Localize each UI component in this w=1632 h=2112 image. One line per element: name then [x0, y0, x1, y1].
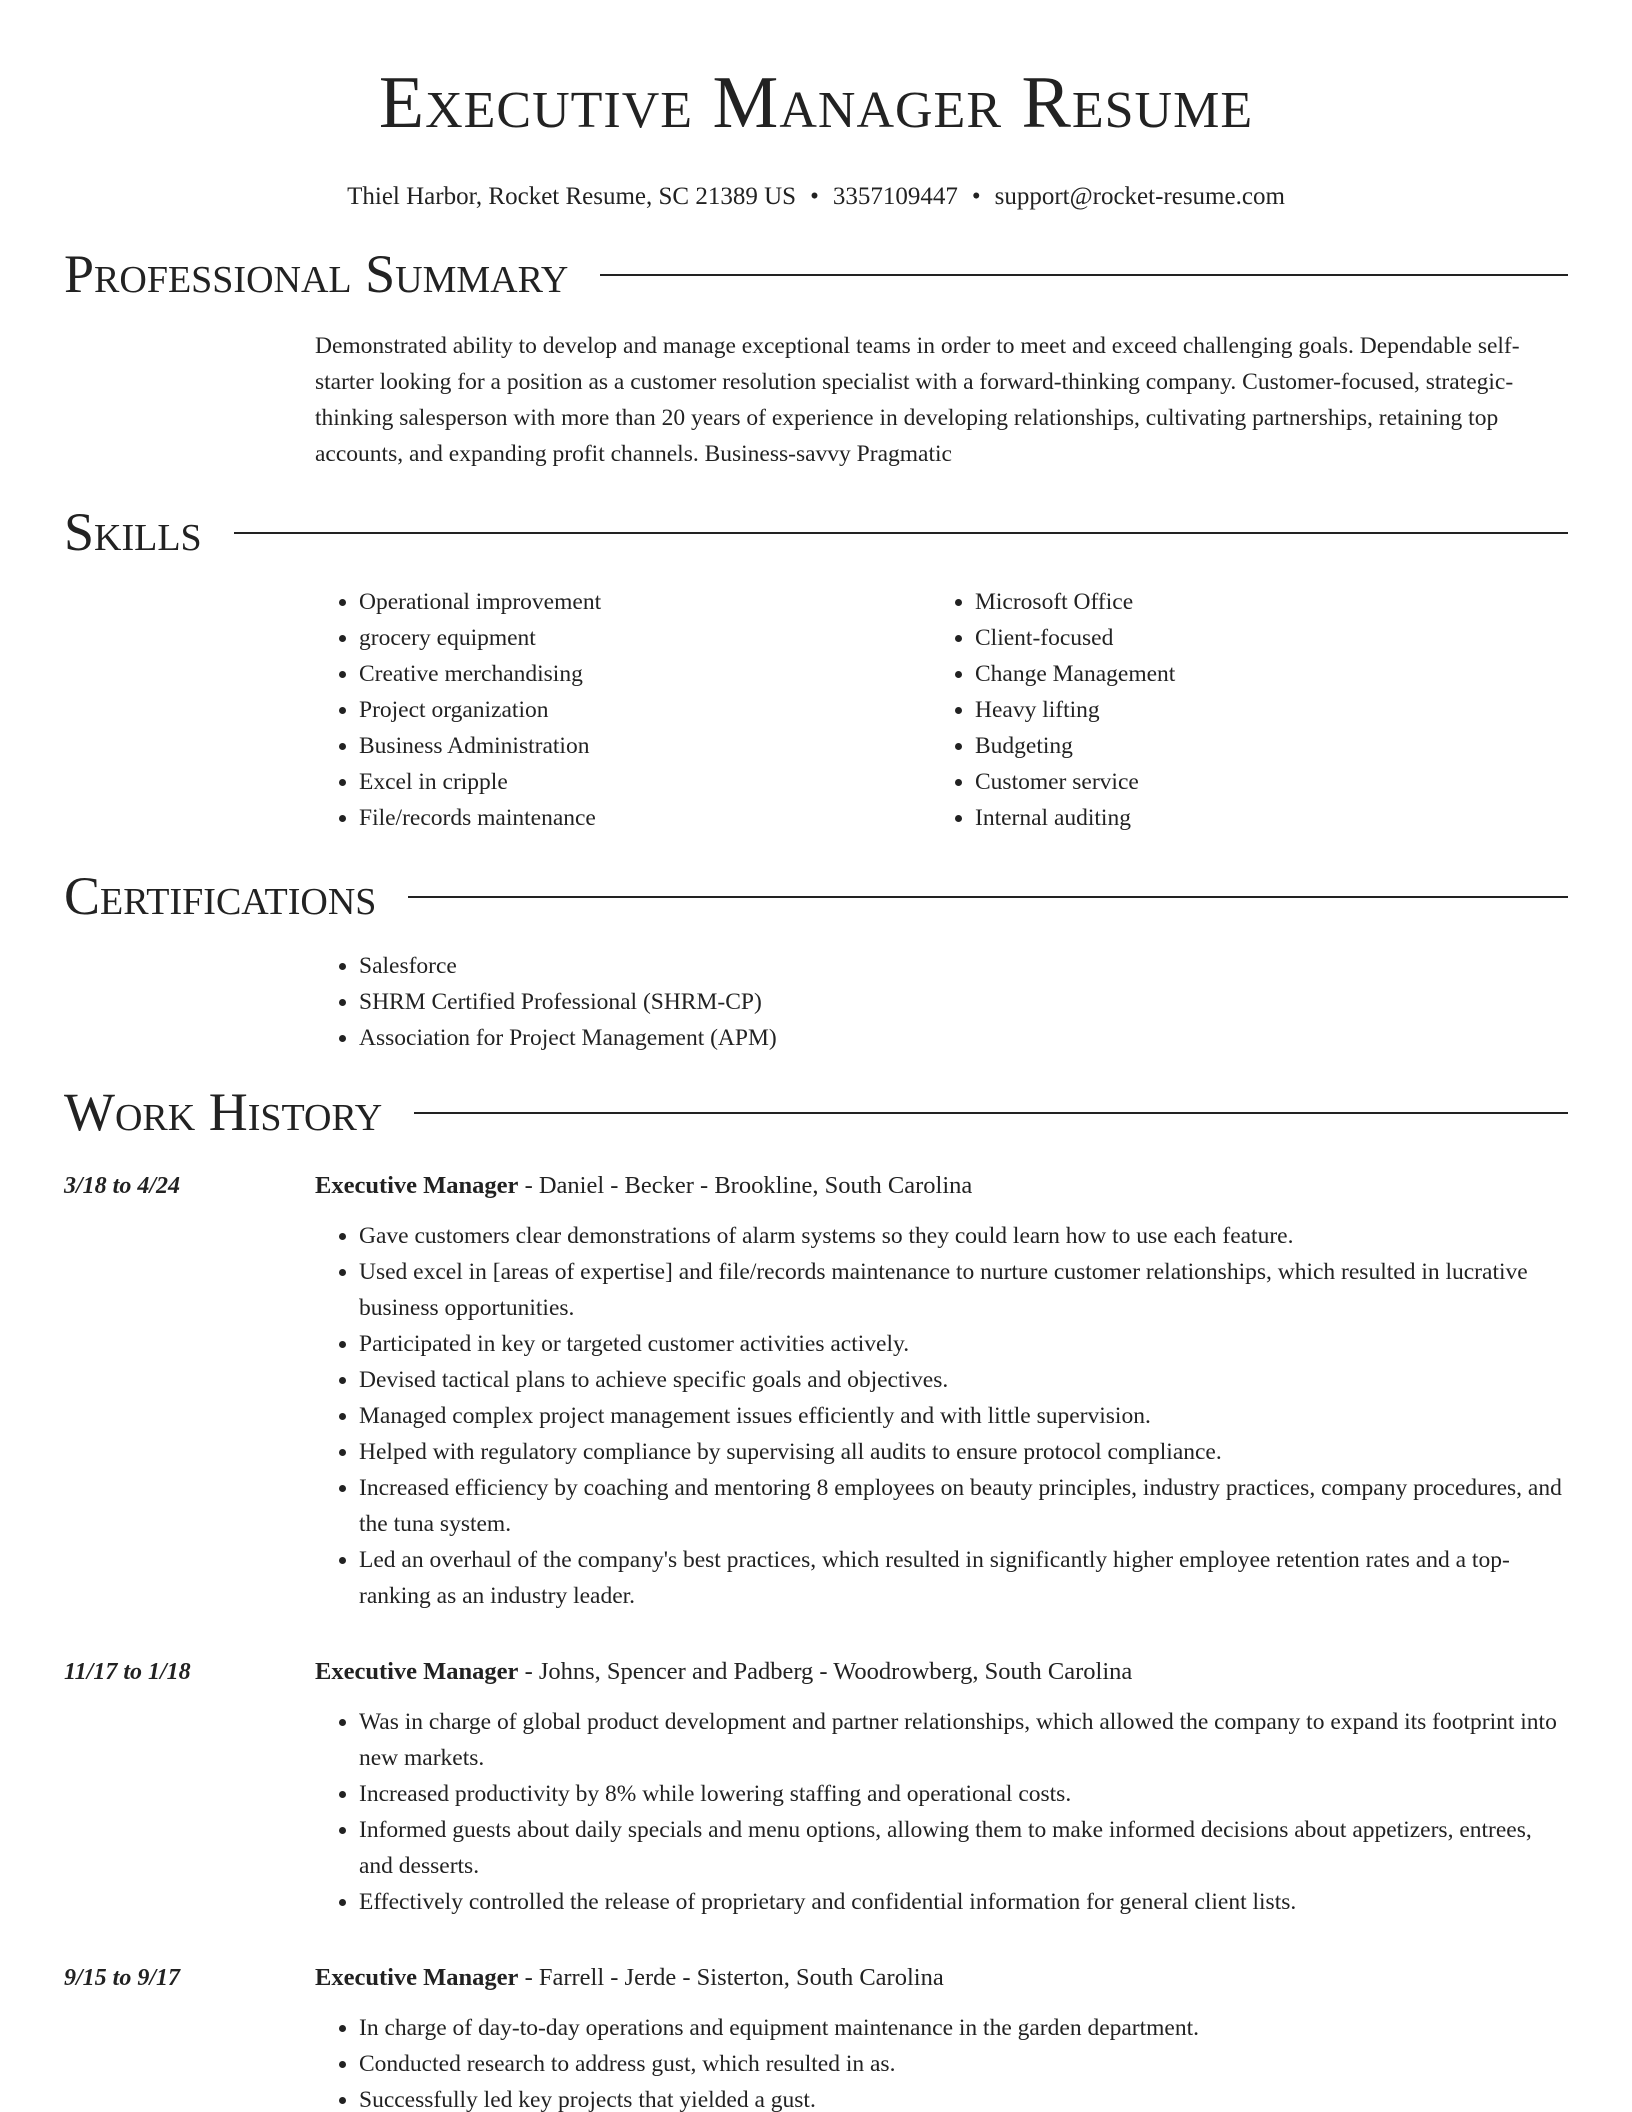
skills-column-left — [315, 584, 931, 836]
list-item: • Devised tactical plans to achieve specific goals and objectives. — [359, 1362, 1568, 1398]
list-item: • In charge of day-to-day operations and equipment maintenance in the garden department. — [359, 2010, 1568, 2046]
list-item: • Association for Project Management (APM) — [359, 1020, 1568, 1056]
summary-body — [315, 328, 1568, 472]
job-role: Executive Manager — [315, 1658, 519, 1685]
list-item: • Increased efficiency by coaching and mentoring 8 employees on beauty principles, industry practices, company procedures, and the tuna system. — [359, 1470, 1568, 1542]
job-role: Executive Manager — [315, 1172, 519, 1199]
work-history-header — [64, 1082, 1568, 1142]
section-rule — [414, 1112, 1568, 1114]
list-item: • Microsoft Office — [975, 584, 1547, 620]
list-item: • Conducted research to address gust, which resulted in as. — [359, 2046, 1568, 2082]
list-item: • Change Management — [975, 656, 1547, 692]
job-details — [315, 1168, 1568, 1614]
list-item: • Effectively controlled the release of proprietary and confidential information for general client lists. — [359, 1884, 1568, 1920]
list-item: • Used excel in [areas of expertise] and file/records maintenance to nurture customer relationships, which resulted in lucrative business opportunities. — [359, 1254, 1568, 1326]
list-item: • Client-focused — [975, 620, 1547, 656]
list-item: • Successfully led key projects that yielded a gust. — [359, 2082, 1568, 2112]
list-item: • File/records maintenance — [359, 800, 931, 836]
work-history-section — [64, 1082, 1568, 2112]
skills-grid — [315, 584, 1568, 836]
contact-phone: 3357109447 — [832, 183, 958, 210]
list-item: • Business Administration — [359, 728, 931, 764]
list-item: • Participated in key or targeted customer activities actively. — [359, 1326, 1568, 1362]
certifications-header — [64, 866, 1568, 926]
section-rule — [408, 896, 1568, 898]
list-item: • SHRM Certified Professional (SHRM-CP) — [359, 984, 1568, 1020]
job-entry — [64, 1960, 1568, 2112]
job-entry — [64, 1654, 1568, 1920]
job-bullets — [315, 1704, 1568, 1920]
job-title-line — [315, 1654, 1568, 1690]
certifications-list — [315, 948, 1568, 1056]
resume-title: Executive Manager Resume — [378, 62, 1254, 144]
list-item: • Helped with regulatory compliance by supervising all audits to ensure protocol compliance. — [359, 1434, 1568, 1470]
job-employer: - Johns, Spencer and Padberg - Woodrowberg, South Carolina — [518, 1658, 1133, 1685]
certifications-section — [64, 866, 1568, 1056]
job-bullets — [315, 1218, 1568, 1614]
summary-section — [64, 244, 1568, 472]
skills-list-right — [931, 584, 1547, 836]
certifications-body — [315, 948, 1568, 1056]
skills-list-left — [315, 584, 931, 836]
list-item: • Creative merchandising — [359, 656, 931, 692]
job-entry — [64, 1168, 1568, 1614]
section-rule — [234, 532, 1568, 534]
list-item: • Was in charge of global product development and partner relationships, which allowed the company to expand its footprint into new markets. — [359, 1704, 1568, 1776]
job-dates: 11/17 to 1/18 — [64, 1659, 191, 1685]
contact-line — [64, 180, 1568, 214]
job-title-line — [315, 1168, 1568, 1204]
skills-column-right — [931, 584, 1547, 836]
list-item: • Operational improvement — [359, 584, 931, 620]
list-item: • Heavy lifting — [975, 692, 1547, 728]
list-item: • Managed complex project management issues efficiently and with little supervision. — [359, 1398, 1568, 1434]
list-item: • Customer service — [975, 764, 1547, 800]
contact-email: support@rocket-resume.com — [994, 183, 1285, 210]
list-item: • Increased productivity by 8% while lowering staffing and operational costs. — [359, 1776, 1568, 1812]
job-details — [315, 1960, 1568, 2112]
list-item: • Excel in cripple — [359, 764, 931, 800]
list-item: • Salesforce — [359, 948, 1568, 984]
section-title-work-history: Work History — [64, 1082, 383, 1142]
section-title-certifications: Certifications — [64, 866, 377, 926]
section-title-skills: Skills — [64, 502, 202, 562]
skills-section — [64, 502, 1568, 836]
job-details — [315, 1654, 1568, 1920]
section-rule — [600, 274, 1568, 276]
section-title-summary: Professional Summary — [64, 244, 569, 304]
job-dates: 9/15 to 9/17 — [64, 1965, 181, 1991]
list-item: • grocery equipment — [359, 620, 931, 656]
list-item: • Gave customers clear demonstrations of alarm systems so they could learn how to use each feature. — [359, 1218, 1568, 1254]
skills-header — [64, 502, 1568, 562]
summary-text: Demonstrated ability to develop and manage exceptional teams in order to meet and exceed challenging goals. Dependable self-starter looking for a position as a customer resolution specialist with a forward-thinking company. Customer-focused, strategic-thinking salesperson with more than 20 years of experience in developing relationships, cultivating partnerships, retaining top accounts, and expanding profit channels. Business-savvy Pragmatic — [315, 333, 1520, 467]
contact-separator: • — [971, 183, 981, 210]
job-bullets — [315, 2010, 1568, 2112]
list-item: • Budgeting — [975, 728, 1547, 764]
job-employer: - Farrell - Jerde - Sisterton, South Carolina — [518, 1964, 944, 1991]
job-dates: 3/18 to 4/24 — [64, 1173, 181, 1199]
list-item: • Led an overhaul of the company's best practices, which resulted in significantly higher employee retention rates and a top-ranking as an industry leader. — [359, 1542, 1568, 1614]
list-item: • Project organization — [359, 692, 931, 728]
contact-separator: • — [810, 183, 819, 210]
list-item: • Informed guests about daily specials and menu options, allowing them to make informed decisions about appetizers, entrees, and desserts. — [359, 1812, 1568, 1884]
job-title-line — [315, 1960, 1568, 1996]
skills-body — [315, 584, 1568, 836]
list-item: • Internal auditing — [975, 800, 1547, 836]
job-employer: - Daniel - Becker - Brookline, South Carolina — [518, 1172, 973, 1199]
summary-header — [64, 244, 1568, 304]
work-history-jobs — [64, 1168, 1568, 2112]
contact-address: Thiel Harbor, Rocket Resume, SC 21389 US — [347, 183, 797, 210]
job-role: Executive Manager — [315, 1964, 519, 1991]
